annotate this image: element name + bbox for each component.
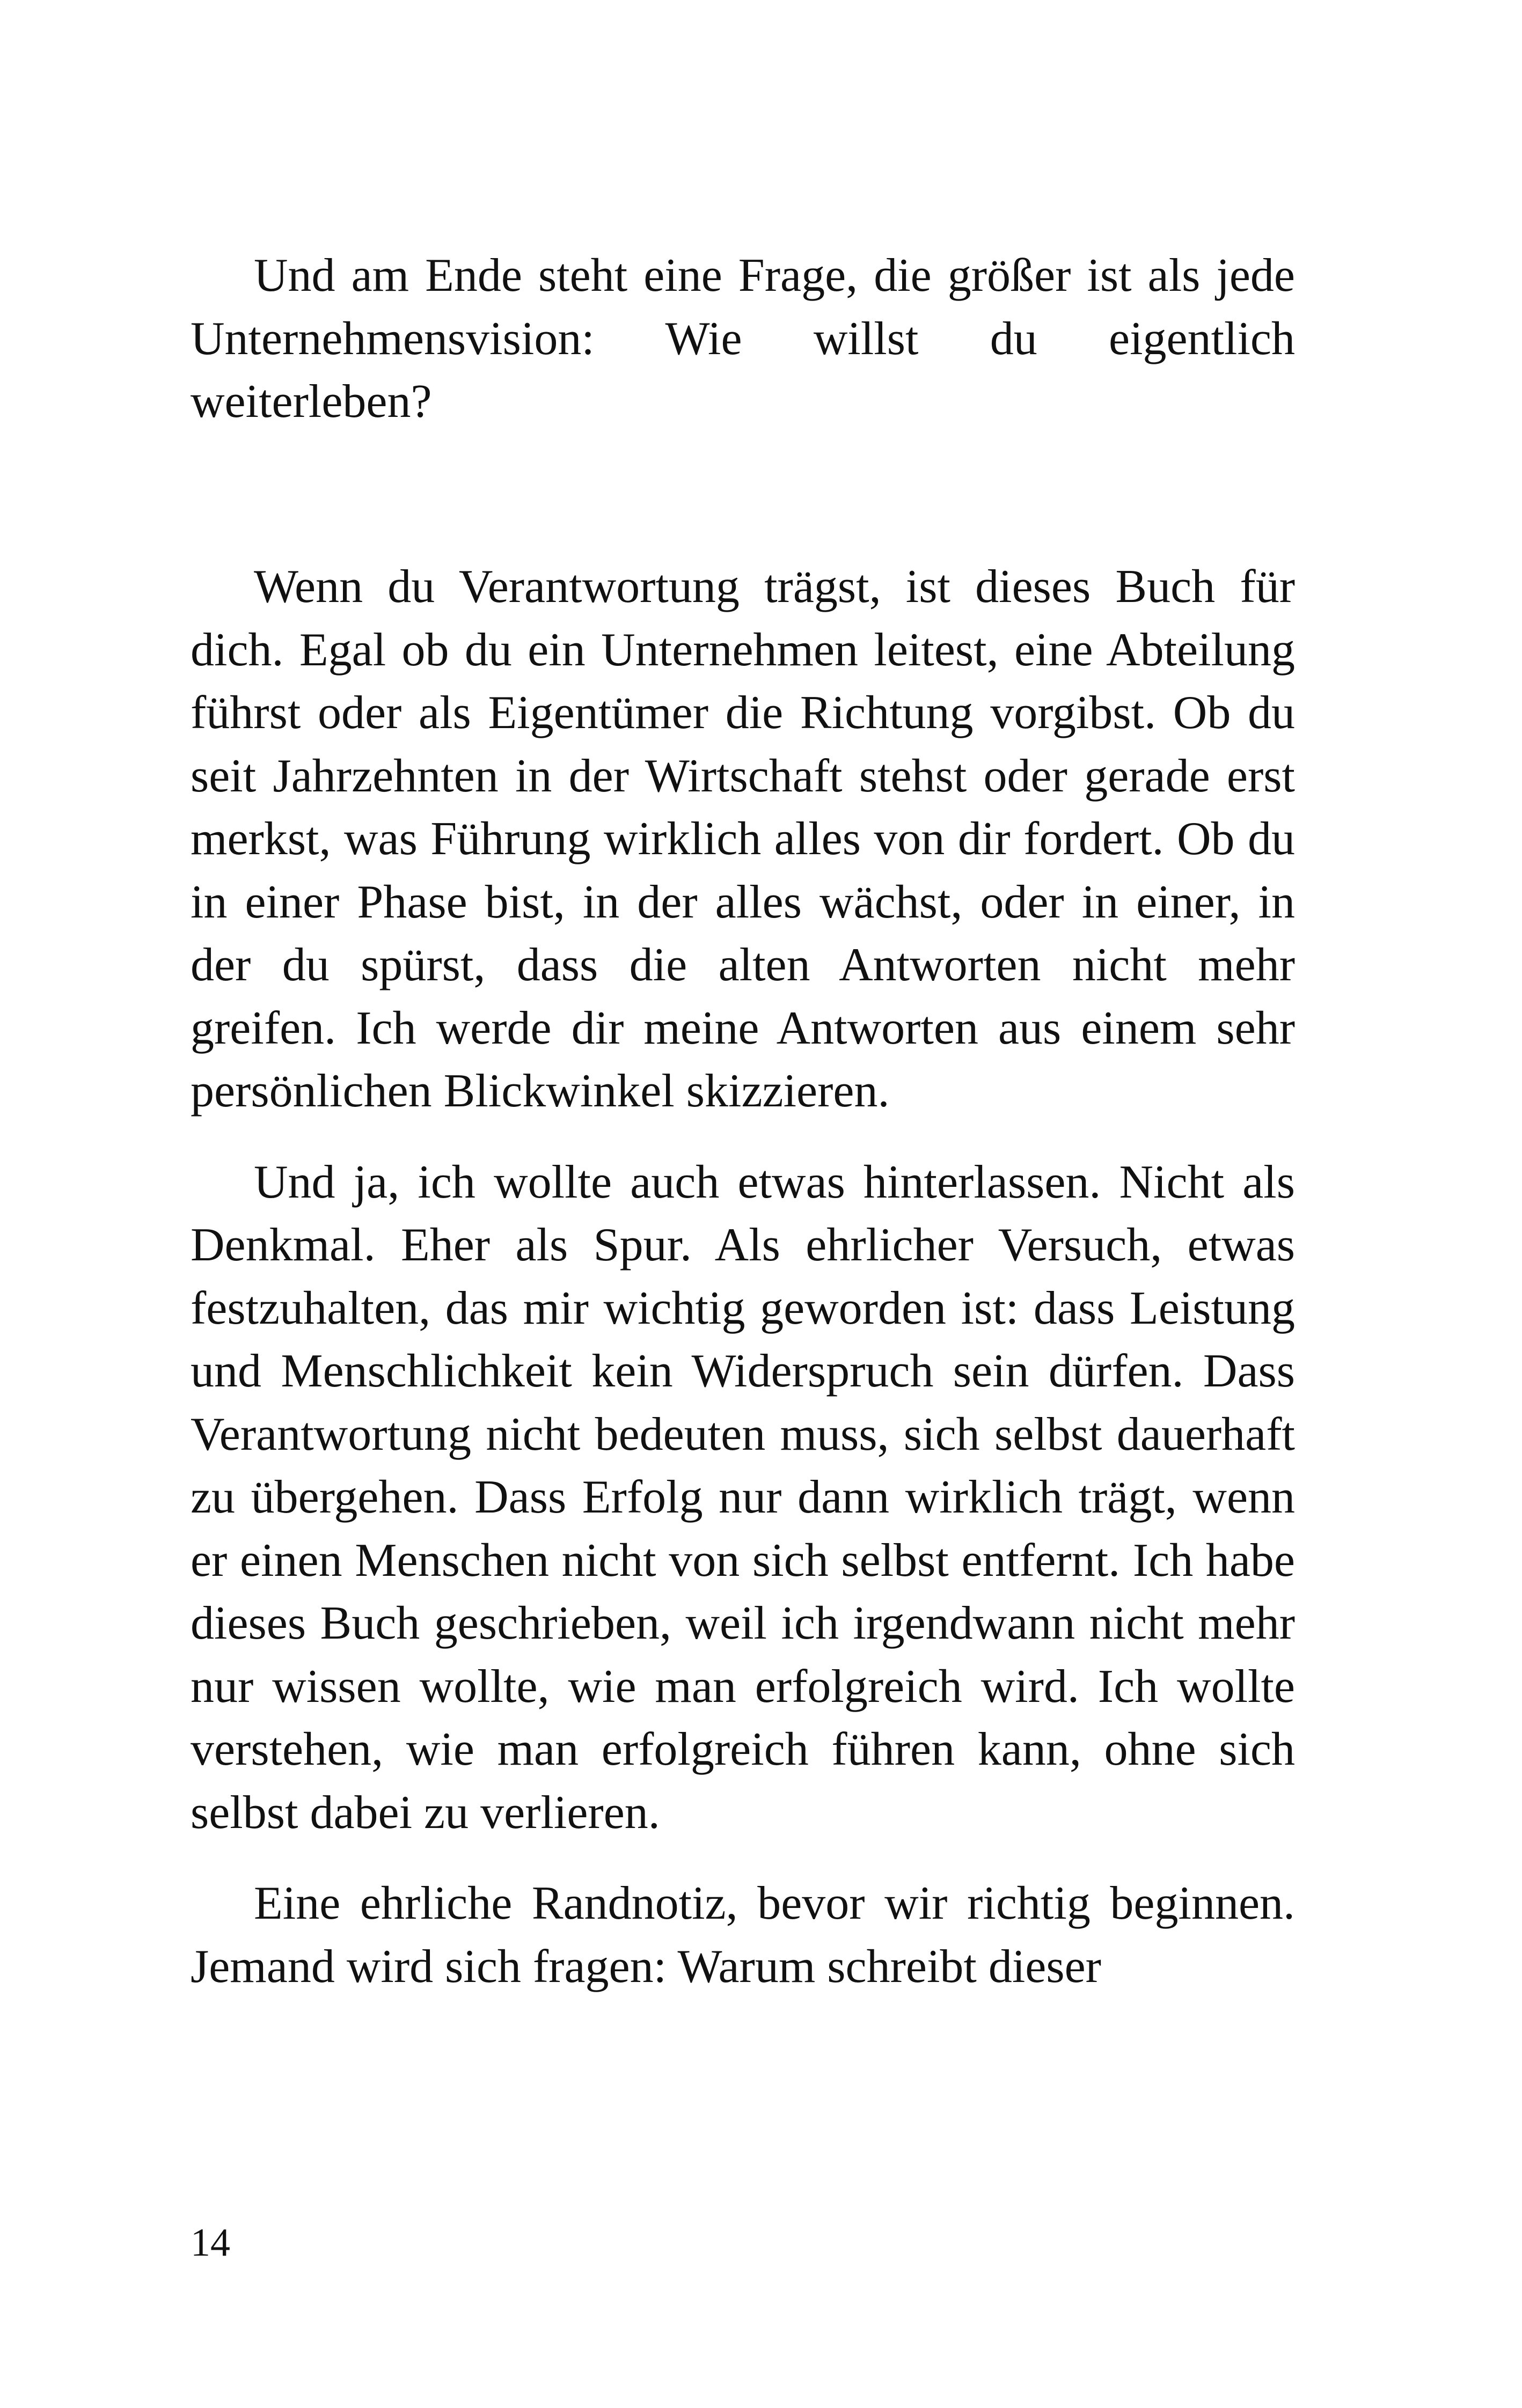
main-text-block bbox=[191, 555, 1295, 1998]
paragraph-side-note: Eine ehrliche Randnotiz, bevor wir richtig beginnen. Jemand wird sich fragen: Warum schreibt dieser bbox=[191, 1877, 1295, 1993]
paragraph-responsibility: Wenn du Verantwortung trägst, ist dieses Buch für dich. Egal ob du ein Unternehmen leitest, eine Abteilung führst oder als Eigentümer die Richtung vorgibst. Ob du seit Jahrzehnten in der Wirtschaft stehst oder gerade erst merkst, was Führung wirklich alles von dir fordert. Ob du in einer Phase bist, in der alles wächst, oder in einer, in der du spürst, dass die alten Antworten nicht mehr greifen. Ich werde dir meine Antworten aus einem sehr persönlichen Blickwinkel skizzieren. bbox=[191, 561, 1295, 1117]
page-number: 14 bbox=[191, 2221, 230, 2265]
intro-paragraph: Und am Ende steht eine Frage, die größer ist als jede Unternehmensvision: Wie willst du eigentlich weiterleben? bbox=[191, 249, 1295, 428]
intro-text-block bbox=[191, 244, 1295, 434]
paragraph-legacy: Und ja, ich wollte auch etwas hinterlassen. Nicht als Denkmal. Eher als Spur. Als ehrlicher Versuch, etwas festzuhalten, das mir wichtig geworden ist: dass Leistung und Menschlichkeit kein Widerspruch sein dürfen. Dass Verantwortung nicht bedeuten muss, sich selbst dauerhaft zu übergehen. Dass Erfolg nur dann wirklich trägt, wenn er einen Menschen nicht von sich selbst entfernt. Ich habe dieses Buch geschrieben, weil ich irgendwann nicht mehr nur wissen wollte, wie man erfolgreich wird. Ich wollte verstehen, wie man erfolgreich führen kann, ohne sich selbst dabei zu verlieren. bbox=[191, 1156, 1295, 1839]
